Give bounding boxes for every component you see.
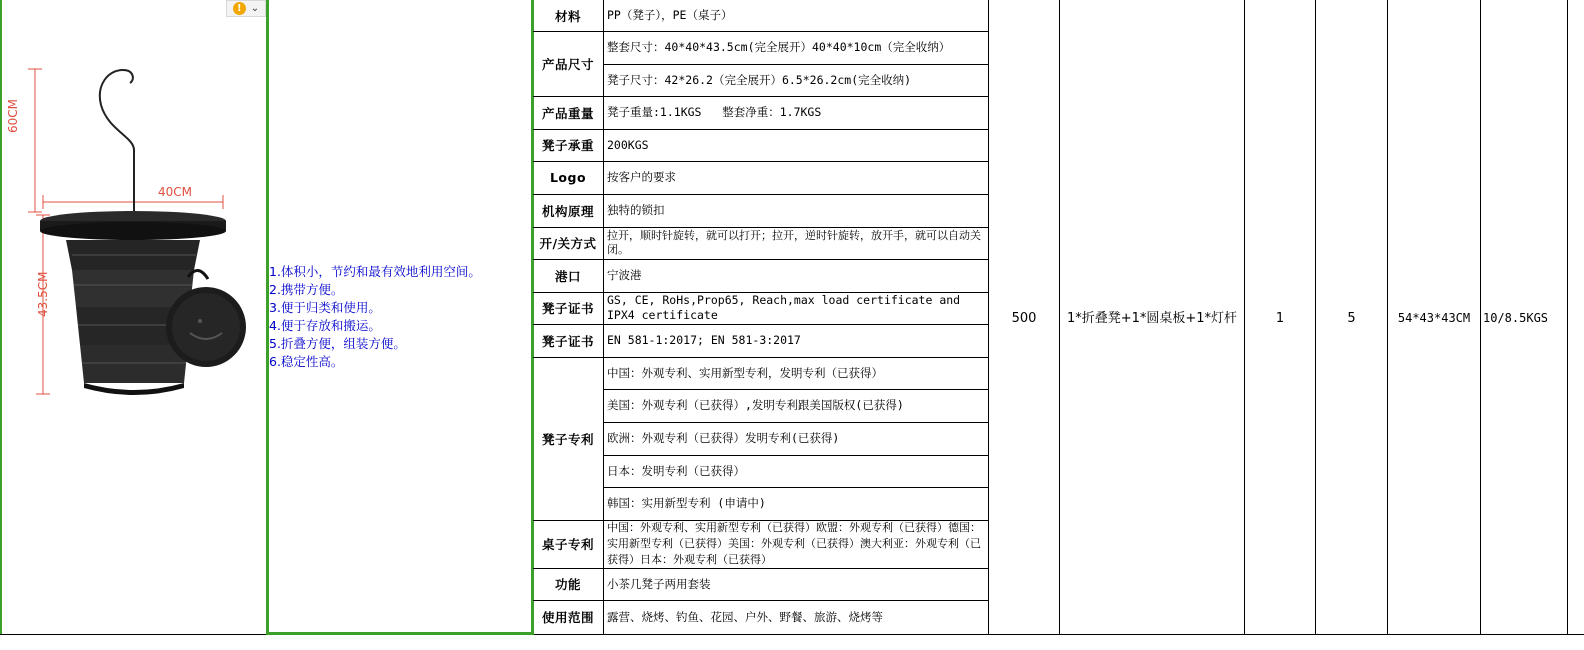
- spec-label-table-patent: 桌子专利: [541, 537, 594, 552]
- spec-label-stool-patent: 凳子专利: [541, 431, 594, 447]
- spec-label-weight: 产品重量: [541, 105, 594, 121]
- spec-value-material: PP（凳子），PE（桌子）: [607, 8, 733, 22]
- spec-value-logo: 按客户的要求: [607, 170, 676, 184]
- left-border: [0, 0, 2, 634]
- spec-label-cert-en: 凳子证书: [541, 333, 594, 349]
- feature-item: 5.折叠方便，组装方便。: [269, 336, 406, 351]
- product-image: [8, 45, 258, 435]
- feature-item: 1.体积小，节约和最有效地利用空间。: [269, 264, 481, 279]
- spec-value-size-stool: 凳子尺寸：42*26.2（完全展开）6.5*26.2cm(完全收纳): [607, 72, 912, 87]
- spec-value-cert: GS, CE, RoHs,Prop65, Reach,max load certificate and IPX4 certificate: [607, 293, 961, 322]
- grid-line-bottom: [0, 634, 1584, 635]
- spec-label-open-close: 开/关方式: [539, 236, 597, 251]
- warning-icon: !: [233, 2, 246, 15]
- spec-value-load: 200KGS: [607, 137, 649, 152]
- spec-value-table-patent: 中国：外观专利、实用新型专利（已获得）欧盟：外观专利（已获得）德国：实用新型专利（已获得）美国：外观专利（已获得）澳大利亚：外观专利（已获得）日本：外观专利（已获得）: [607, 521, 981, 566]
- spec-label-size: 产品尺寸: [541, 56, 594, 72]
- feature-item: 4.便于存放和搬运。: [269, 318, 381, 333]
- spec-label-material: 材料: [554, 8, 581, 24]
- feature-item: 3.便于归类和使用。: [269, 300, 381, 315]
- cell-package[interactable]: 1*折叠凳+1*圆桌板+1*灯杆: [1066, 310, 1238, 326]
- spec-label-load: 凳子承重: [541, 138, 594, 153]
- spec-value-size-set: 整套尺寸：40*40*43.5cm(完全展开）40*40*10cm（完全收纳）: [607, 40, 951, 54]
- spec-value-patent-item: 美国：外观专利（已获得）,发明专利跟美国版权(已获得): [607, 398, 904, 412]
- grid-line: [1567, 0, 1568, 634]
- cell-moq[interactable]: 500: [1011, 310, 1037, 326]
- spec-value-usage: 露营、烧烤、钓鱼、花园、户外、野餐、旅游、烧烤等: [607, 609, 883, 624]
- feature-list: [269, 263, 531, 371]
- chevron-down-icon: ⌄: [250, 2, 260, 14]
- feature-item: 2.携带方便。: [269, 282, 344, 297]
- spec-value-patent-item: 欧洲：外观专利（已获得）发明专利(已获得): [607, 431, 840, 445]
- spec-label-port: 港口: [554, 268, 581, 284]
- dimension-label-height: 60CM: [6, 98, 20, 133]
- cell-col3[interactable]: 1: [1275, 310, 1285, 326]
- spec-label-logo: Logo: [549, 170, 587, 185]
- spec-value-function: 小茶几凳子两用套装: [607, 576, 711, 591]
- cell-weight[interactable]: 10/8.5KGS: [1483, 310, 1549, 325]
- spec-value-patent-item: 中国：外观专利、实用新型专利，发明专利（已获得）: [607, 365, 883, 380]
- cell-carton-size[interactable]: 54*43*43CM: [1397, 310, 1471, 325]
- spec-value-port: 宁波港: [607, 268, 642, 282]
- spec-value-patent-item: 韩国：实用新型专利 (申请中): [607, 496, 766, 510]
- feature-item: 6.稳定性高。: [269, 354, 344, 369]
- spec-label-usage: 使用范围: [541, 610, 594, 625]
- selection-border: [266, 632, 534, 635]
- spec-value-patent-item: 日本：发明专利（已获得）: [607, 463, 745, 478]
- cell-col4[interactable]: 5: [1347, 310, 1356, 326]
- spec-label-mechanism: 机构原理: [541, 203, 594, 219]
- error-check-button[interactable]: [226, 0, 266, 17]
- spec-label-cert: 凳子证书: [541, 301, 594, 316]
- spec-value-weight: 凳子重量:1.1KGS 整套净重：1.7KGS: [607, 105, 822, 119]
- dimension-label-width: 40CM: [158, 185, 193, 199]
- dimension-label-stool: 43.5CM: [36, 271, 50, 317]
- spec-label-function: 功能: [554, 577, 581, 592]
- spec-value-cert-en: EN 581-1:2017; EN 581-3:2017: [607, 333, 801, 347]
- spec-value-open-close: 拉开，顺时针旋转，就可以打开；拉开，逆时针旋转，放开手，就可以自动关闭。: [607, 229, 981, 256]
- spec-value-mechanism: 独特的锁扣: [607, 203, 665, 217]
